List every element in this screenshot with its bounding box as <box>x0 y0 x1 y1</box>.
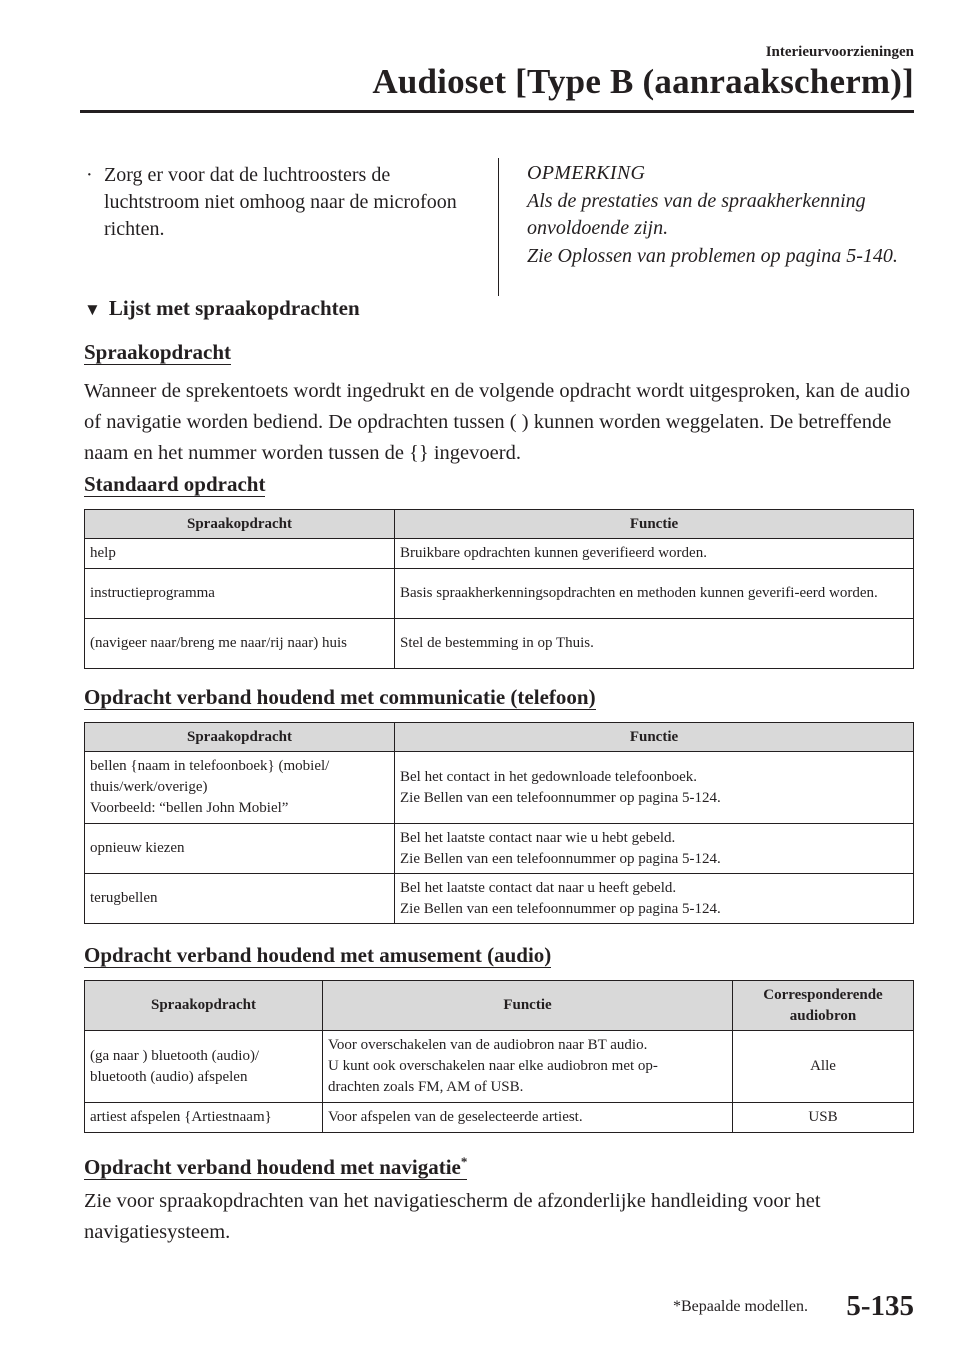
table-cell: opnieuw kiezen <box>85 824 395 874</box>
bullet-icon: · <box>86 164 93 186</box>
table-cell <box>395 752 914 824</box>
bullet-item <box>80 162 480 243</box>
table-amusement <box>84 980 914 1133</box>
table-cell <box>395 824 914 874</box>
subheading-amusement: Opdracht verband houdend met amusement (audio) <box>84 943 552 967</box>
table-cell: help <box>85 539 395 569</box>
note-line-1: Als de prestaties van de spraakherkenning onvoldoende zijn. <box>527 189 866 239</box>
subheading-navigatie-text: Opdracht verband houdend met navigatie <box>84 1155 461 1179</box>
section-heading-text: Lijst met spraakopdrachten <box>108 296 360 320</box>
header-section-label: Interieurvoorzieningen <box>765 44 914 60</box>
table-cell <box>395 874 914 924</box>
table-cell: Stel de bestemming in op Thuis. <box>395 619 914 669</box>
table-row <box>85 569 914 619</box>
column-header: Spraakopdracht <box>85 723 395 752</box>
table-cell: Bruikbare opdrachten kunnen geverifieerd worden. <box>395 539 914 569</box>
intro-paragraph: Wanneer de sprekentoets wordt ingedrukt en de volgende opdracht wordt uitgesproken, kan de audio of navigatie worden bediend. De opdrachten tussen ( ) kunnen worden weggelaten. De betreffende naam en het nummer worden tussen de {} ingevoerd. <box>84 380 911 464</box>
navigatie-paragraph: Zie voor spraakopdrachten van het navigatiescherm de afzonderlijke handleiding voor het navigatiesysteem. <box>84 1190 821 1243</box>
cell-line: (ga naar ) bluetooth (audio)/ <box>90 1047 260 1064</box>
subheading-standaard: Standaard opdracht <box>84 472 266 496</box>
cell-line: drachten zoals FM, AM of USB. <box>328 1079 524 1095</box>
table-row <box>85 539 914 569</box>
subheading-communicatie: Opdracht verband houdend met communicatie (telefoon) <box>84 685 596 709</box>
cell-line: Zie Bellen van een telefoonnummer op pagina 5-124. <box>400 900 721 917</box>
cell-line: Voor overschakelen van de audiobron naar BT audio. <box>328 1037 648 1053</box>
table-header-row <box>85 981 914 1031</box>
table-header-row <box>85 723 914 752</box>
table-cell <box>323 1031 733 1103</box>
cell-line: Bel het contact in het gedownloade telefoonboek. <box>400 768 697 785</box>
table-cell: Voor afspelen van de geselecteerde artiest. <box>323 1103 733 1133</box>
column-header: Functie <box>395 723 914 752</box>
column-divider <box>498 158 499 296</box>
table-row <box>85 1103 914 1133</box>
cell-line: bellen {naam in telefoonboek} (mobiel/ <box>90 758 330 774</box>
table-cell: Alle <box>733 1031 914 1103</box>
table-row <box>85 1031 914 1103</box>
table-cell: artiest afspelen {Artiestnaam} <box>85 1103 323 1133</box>
header-rule <box>80 110 914 113</box>
page-number: 5-135 <box>846 1290 914 1322</box>
asterisk-marker: * <box>460 1154 468 1169</box>
footnote: *Bepaalde modellen. <box>672 1298 808 1315</box>
table-cell: (navigeer naar/breng me naar/rij naar) huis <box>85 619 395 669</box>
triangle-down-icon: ▼ <box>84 300 101 319</box>
table-communicatie <box>84 722 914 924</box>
table-cell: terugbellen <box>85 874 395 924</box>
table-cell <box>85 1031 323 1103</box>
cell-line: Zie Bellen van een telefoonnummer op pagina 5-124. <box>400 789 721 806</box>
table-header-row <box>85 510 914 539</box>
table-cell: Basis spraakherkenningsopdrachten en methoden kunnen geverifi-eerd worden. <box>395 569 914 619</box>
table-row <box>85 619 914 669</box>
table-row <box>85 874 914 924</box>
page-title: Audioset [Type B (aanraakscherm)] <box>372 62 914 101</box>
note-heading: OPMERKING <box>527 162 646 184</box>
bullet-text: Zorg er voor dat de luchtroosters de luchtstroom niet omhoog naar de microfoon richten. <box>104 164 457 240</box>
column-header: Functie <box>323 981 733 1031</box>
header-line: Corresponderende <box>763 986 883 1003</box>
section-heading <box>84 296 360 321</box>
column-header: Functie <box>395 510 914 539</box>
table-standaard <box>84 509 914 669</box>
subheading-navigatie <box>84 1150 467 1180</box>
cell-line: bluetooth (audio) afspelen <box>90 1068 248 1085</box>
table-cell <box>85 752 395 824</box>
column-header: Spraakopdracht <box>85 981 323 1031</box>
table-cell: instructieprogramma <box>85 569 395 619</box>
column-header <box>733 981 914 1031</box>
cell-line: Bel het laatste contact naar wie u hebt gebeld. <box>400 829 676 846</box>
table-cell: USB <box>733 1103 914 1133</box>
table-row <box>85 752 914 824</box>
cell-line: Zie Bellen van een telefoonnummer op pagina 5-124. <box>400 850 721 867</box>
cell-line: thuis/werk/overige) <box>90 779 208 795</box>
header-line: audiobron <box>789 1007 857 1024</box>
cell-line: Voorbeeld: “bellen John Mobiel” <box>90 800 289 816</box>
note-line-2: Zie Oplossen van problemen op pagina 5-140. <box>527 244 898 267</box>
table-row <box>85 824 914 874</box>
note-box <box>527 160 927 270</box>
left-column <box>80 162 480 243</box>
column-header: Spraakopdracht <box>85 510 395 539</box>
subheading-spraakopdracht: Spraakopdracht <box>84 340 232 364</box>
cell-line: Bel het laatste contact dat naar u heeft gebeld. <box>400 879 677 896</box>
cell-line: U kunt ook overschakelen naar elke audiobron met op- <box>328 1058 658 1074</box>
